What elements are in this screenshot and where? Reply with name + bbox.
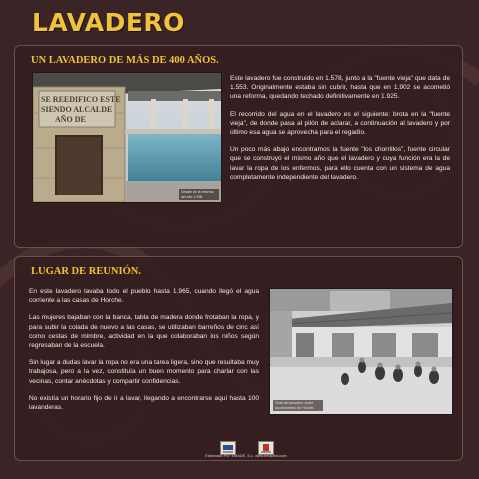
meeting-paragraph-4: No existía un horario fijo de ir a lavar, llegando a encontrarse aquí hasta 100 lavanderas.: [29, 394, 259, 412]
lavanderas-historic-photo: [269, 288, 453, 415]
section-history: [14, 45, 463, 248]
section-meeting-place: [14, 256, 463, 461]
section-meeting-text: [29, 287, 259, 420]
section-history-heading: UN LAVADERO DE MÁS DE 400 AÑOS.: [31, 55, 219, 66]
meeting-paragraph-2: Las mujeres bajaban con la banca, tabla de madera donde frotaban la ropa, y para subir la colada de nuevo a las casas, se utilizaban barreños de cinc así como cestas de mimbre, actividad en la que colaboraban los niños según regresaban de la escuela.: [29, 314, 259, 350]
photo-1-illustration: [33, 73, 221, 202]
photo-2-caption: Vista del lavadero. Autor: Ayuntamiento de Horche.: [273, 400, 323, 411]
footer-credit: Elaborado Por: EMADE, S.L. www.emadesl.com: [205, 454, 287, 458]
footer: [186, 441, 306, 457]
history-paragraph-3: Un poco más abajo encontramos la fuente "los chorrillos", fuente circular que se construyó el mismo año que el lavadero y cuya función era la de lavar la ropa de los enfermos, para ello cuenta con un sistema de agua completamente independiente del lavadero.: [230, 146, 450, 181]
inscription-line-2: SIENDO ALCALDE: [41, 105, 113, 114]
page-title: LAVADERO: [32, 8, 185, 37]
section-meeting-heading: LUGAR DE REUNIÓN.: [31, 266, 141, 277]
institution-logo-1: [220, 441, 236, 455]
section-history-text: [230, 74, 450, 190]
meeting-paragraph-1: En este lavadero lavaba todo el pueblo hasta 1.965, cuando llegó el agua corriente a las casas de Horche.: [29, 288, 259, 305]
history-paragraph-2: El recorrido del agua en el lavadero es el siguiente: brota en la "fuente vieja", de donde pasa al pilón de aclarar, a continuación al lavadero y por último esa agua se aprovecha para el regadío.: [230, 110, 450, 137]
photo-1-caption: Detalle de la reforma del año 1.908: [179, 189, 219, 200]
meeting-paragraph-3: Sin lugar a dudas lavar la ropa no era una tarea ligera, sino que resultaba muy trabajosa, pero a la vez, constituía un buen momento para charlar con las vecinas, contar anécdotas y compartir confidencias.: [29, 359, 259, 385]
inscription-line-3: AÑO DE: [55, 115, 86, 124]
photo-2-illustration: [270, 289, 452, 414]
history-paragraph-1: Este lavadero fue construido en 1.578, junto a la "fuente vieja" que data de 1.553. Originalmente estaba sin cubrir, hasta que en 1.902 se acometió una reforma, quedando techado definitivamente en 1.925.: [230, 75, 450, 101]
lavadero-inscription-photo: [32, 72, 222, 203]
institution-logo-2: [258, 441, 274, 455]
inscription-line-1: SE REEDIFICO ESTE: [41, 95, 121, 104]
